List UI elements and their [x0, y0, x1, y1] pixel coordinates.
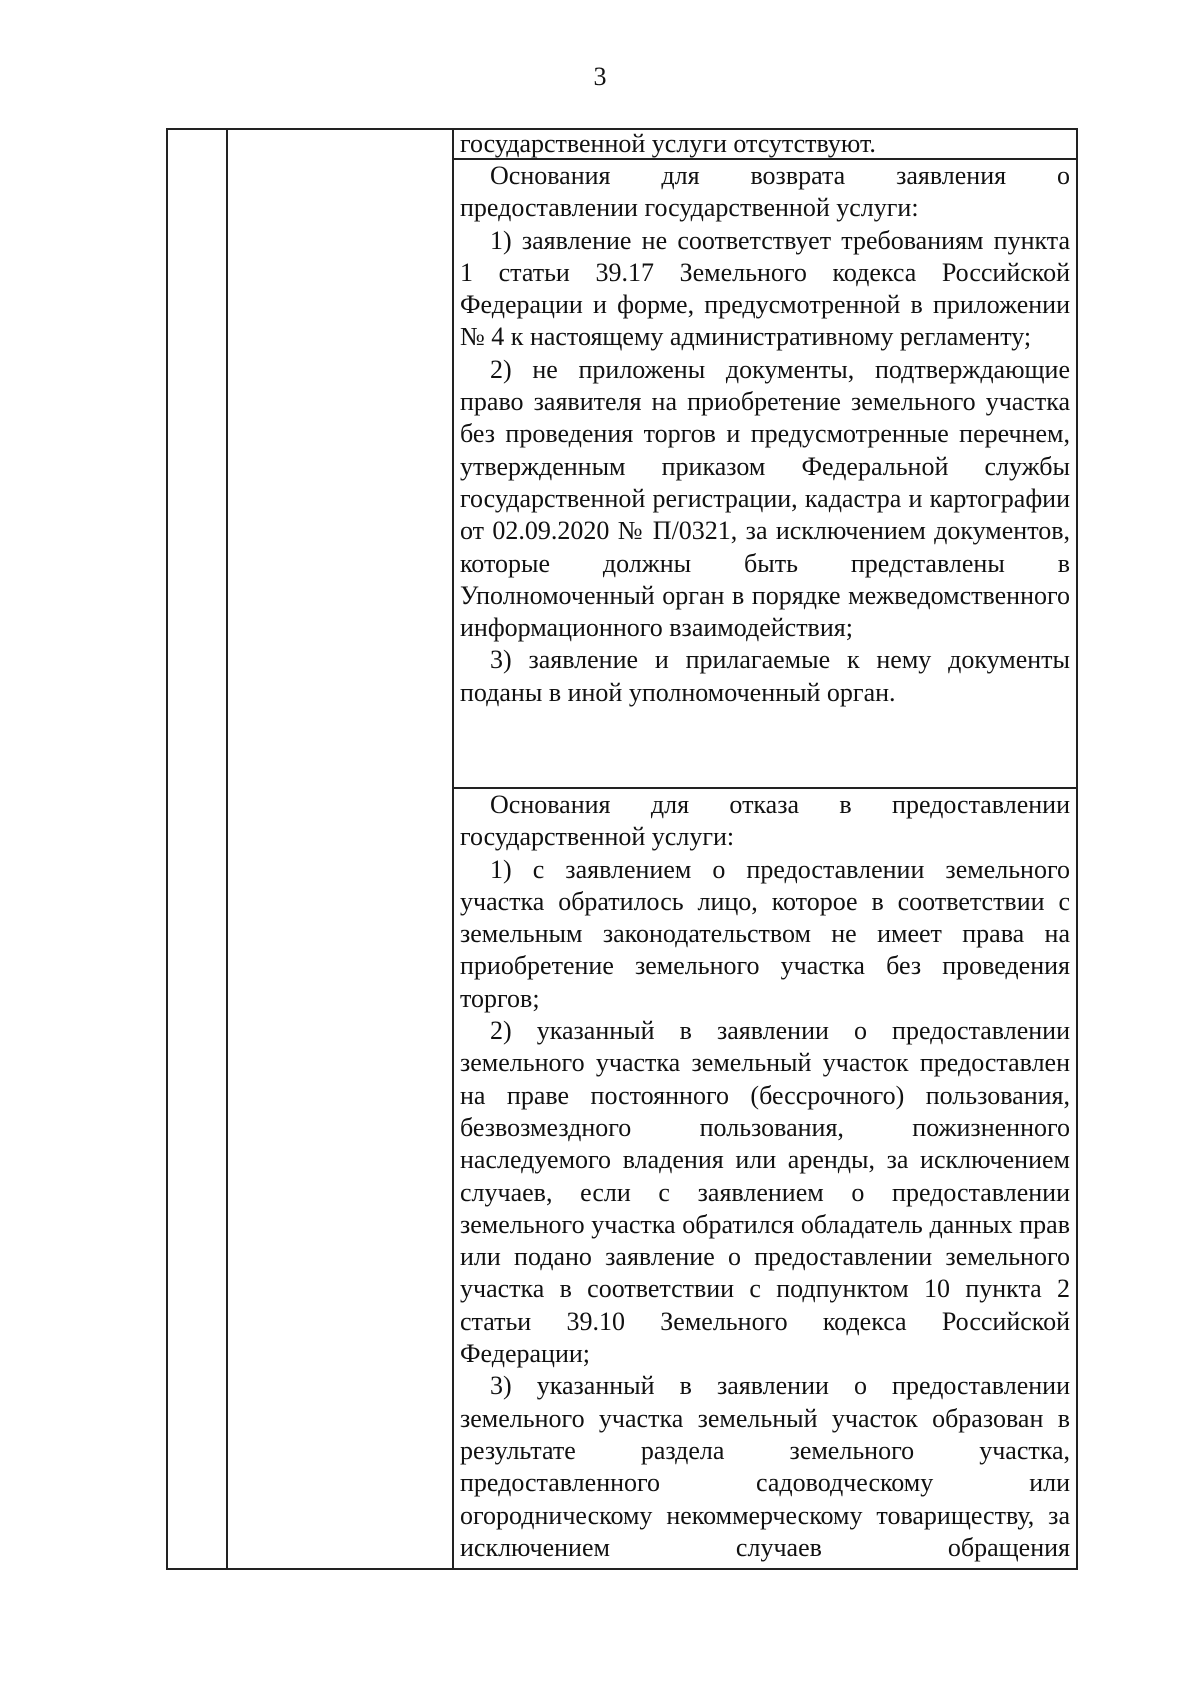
column-divider-2: [452, 128, 454, 1570]
table-cell-row-1: [460, 128, 1070, 160]
cell-paragraph: 3) заявление и прилагаемые к нему документы поданы в иной уполномоченный орган.: [460, 645, 1070, 707]
table-cell-row-3: [460, 789, 1070, 1564]
column-divider-1: [226, 128, 228, 1570]
cell-paragraph: 3) указанный в заявлении о предоставлении земельного участка земельный участок образован в результате раздела земельного участка, предоставленного садоводческому или огородническому некоммерческому товариществу, за исключением случаев обращения: [460, 1371, 1070, 1562]
cell-paragraph: 2) указанный в заявлении о предоставлении земельного участка земельный участок предоставлен на праве постоянного (бессрочного) пользования, безвозмездного пользования, пожизненного наследуемого владения или аренды, за исключением случаев, если с заявлением о предоставлении земельного участка обратился обладатель данных прав или подано заявление о предоставлении земельного участка в соответствии с подпунктом 10 пункта 2 статьи 39.10 Земельного кодекса Российской Федерации;: [460, 1016, 1070, 1369]
cell-paragraph: 1) заявление не соответствует требованиям пункта 1 статьи 39.17 Земельного кодекса Российской Федерации и форме, предусмотренной в приложении № 4 к настоящему административному регламенту;: [460, 225, 1070, 352]
cell-paragraph: Основания для возврата заявления о предоставлении государственной услуги:: [460, 161, 1070, 223]
cell-paragraph: 1) с заявлением о предоставлении земельного участка обратилось лицо, которое в соответствии с земельным законодательством не имеет права на приобретение земельного участка без проведения торгов;: [460, 854, 1070, 1013]
page-number: 3: [593, 62, 607, 91]
cell-paragraph: Основания для отказа в предоставлении государственной услуги:: [460, 790, 1070, 852]
cell-paragraph: 2) не приложены документы, подтверждающие право заявителя на приобретение земельного участка без проведения торгов и предусмотренные перечнем, утвержденным приказом Федеральной службы государственной регистрации, кадастра и картографии от 02.09.2020 № П/0321, за исключением документов, которые должны быть представлены в Уполномоченный орган в порядке межведомственного информационного взаимодействия;: [460, 354, 1070, 643]
cell-paragraph: государственной услуги отсутствуют.: [460, 129, 876, 158]
table-cell-row-2: [460, 160, 1070, 709]
